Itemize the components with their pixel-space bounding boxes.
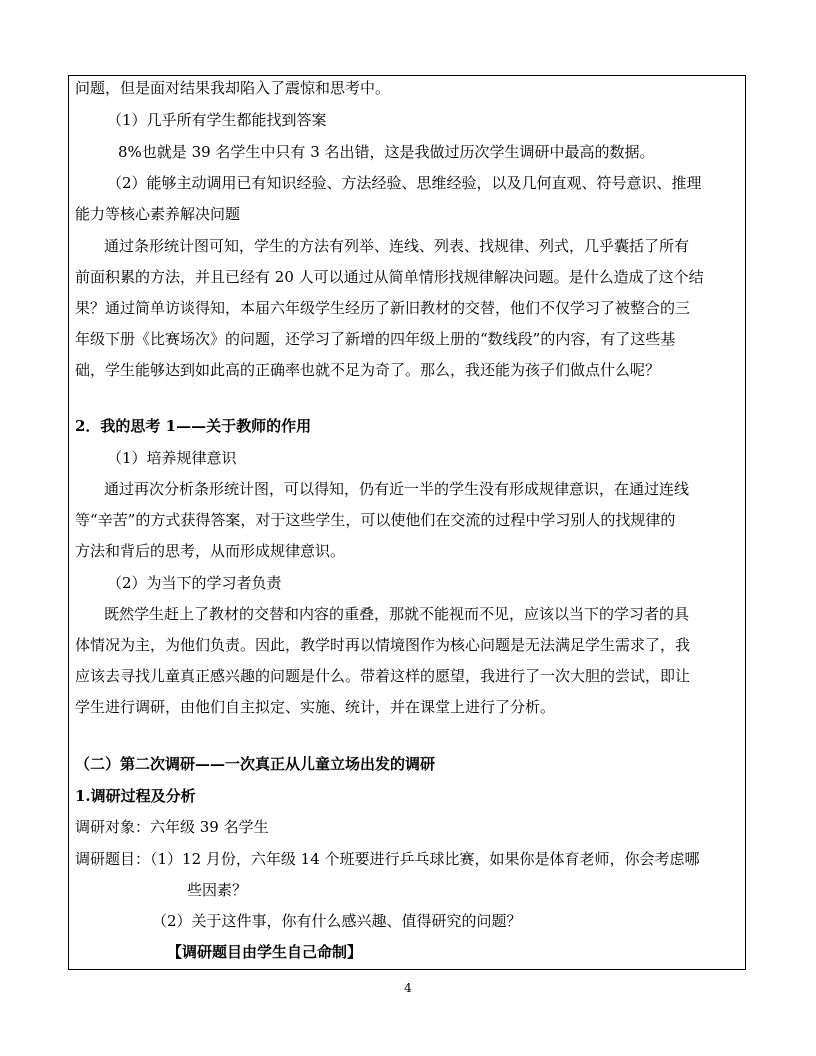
para1-line5: 础，学生能够达到如此高的正确率也就不足为奇了。那么，我还能为孩子们做点什么呢？ [75,361,661,379]
section-heading-2: 2．我的思考 1——关于教师的作用 [75,417,312,435]
survey-question1-line2: 些因素？ [187,881,248,899]
sub2-title: （2）为当下的学习者负责 [107,574,282,592]
sub1-line3: 方法和背后的思考，从而形成规律意识。 [75,542,346,560]
finding1-text: 8%也就是 39 名学生中只有 3 名出错，这是我做过历次学生调研中最高的数据。 [118,143,655,161]
para1-line3: 果？通过简单访谈得知，本届六年级学生经历了新旧教材的交替，他们不仅学习了被整合的三 [75,299,691,317]
finding1-title: （1）几乎所有学生都能找到答案 [107,111,327,129]
sub2-line3: 应该去寻找儿童真正感兴趣的问题是什么。带着这样的愿望，我进行了一次大胆的尝试，即让 [75,667,691,685]
sub2-line1: 既然学生赶上了教材的交替和内容的重叠，那就不能视而不见，应该以当下的学习者的具 [104,605,690,623]
sub1-line1: 通过再次分析条形统计图，可以得知，仍有近一半的学生没有形成规律意识，在通过连线 [104,480,690,498]
survey-question1-line1: 调研题目：（1）12 月份，六年级 14 个班要进行乒乓球比赛，如果你是体育老师，你会考虑哪 [75,850,700,868]
intro-line: 问题，但是面对结果我却陷入了震惊和思考中。 [75,79,391,97]
sub2-line4: 学生进行调研，由他们自主拟定、实施、统计，并在课堂上进行了分析。 [75,698,556,716]
finding2-line1: （2）能够主动调用已有知识经验、方法经验、思维经验，以及几何直观、符号意识、推理 [107,174,702,192]
para1-line2: 前面积累的方法，并且已经有 20 人可以通过从简单情形找规律解决问题。是什么造成了这个结 [75,268,704,286]
sub1-line2: 等“辛苦”的方式获得答案，对于这些学生，可以使他们在交流的过程中学习别人的找规律的 [75,511,676,529]
finding2-line2: 能力等核心素养解决问题 [75,205,241,223]
page-number: 4 [404,981,412,995]
para1-line1: 通过条形统计图可知，学生的方法有列举、连线、列表、找规律、列式，几乎囊括了所有 [104,237,690,255]
survey-question2: （2）关于这件事，你有什么感兴趣、值得研究的问题？ [152,912,522,930]
survey-object: 调研对象：六年级 39 名学生 [75,818,269,836]
survey-note: 【调研题目由学生自己命制】 [167,943,363,961]
sub1-title: （1）培养规律意识 [107,449,237,467]
sub-heading-process: 1.调研过程及分析 [75,787,196,805]
para1-line4: 年级下册《比赛场次》的问题，还学习了新增的四年级上册的“数线段”的内容，有了这些基 [75,330,676,348]
sub2-line2: 体情况为主，为他们负责。因此，教学时再以情境图作为核心问题是无法满足学生需求了，我 [75,636,691,654]
section-heading-second-survey: （二）第二次调研——一次真正从儿童立场出发的调研 [75,755,436,773]
